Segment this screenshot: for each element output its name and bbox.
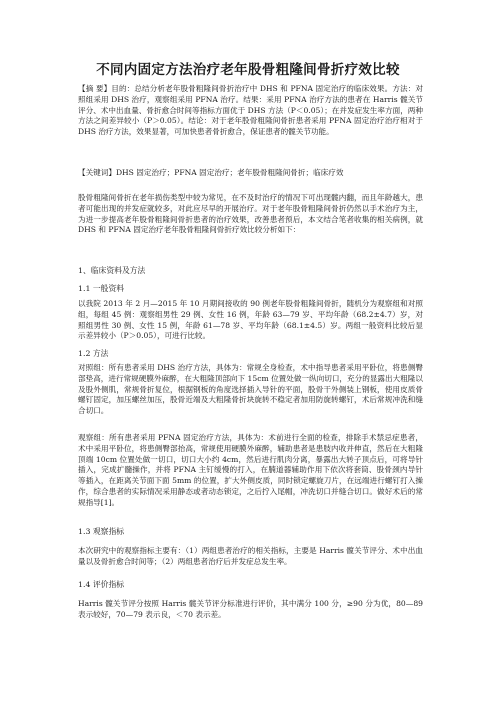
abstract-paragraph: 【摘 要】目的：总结分析老年股骨粗隆间骨折治疗中 DHS 和 PFNA 固定治疗的临床效果。方法：对照组采用 DHS 治疗，观察组采用 PFNA 治疗。结果：采用 PFNA 治疗方法的患者在 Harris 髋关节评分、术中出血量、骨折愈合时间等指标方面优于 DHS 方法（P＜0.05）；在并发症发生率方面，两种方法之间差异较小（P＞0.05）。结论：对于老年股骨粗隆间骨折患者采用 PFNA 固定治疗治疗相对于 DHS 治疗方法，效果显著，可加快患者骨折愈合，保证患者的髋关节功能。 xyxy=(78,84,423,137)
observation-group-paragraph: 观察组：所有患者采用 PFNA 固定治疗方法，具体为：术前进行全面的检查，排除手术禁忌症患者，术中采用平卧位，将患侧臀部抬高，常规使用硬膜外麻醉，辅助患者是患肢内收并伸直，然后在大粗隆顶端 10cm 位置处做一切口，切口大小约 4cm，然后进行肌肉分离，暴露出大转子顶点后，可将导针插入，完成扩髓操作，并将 PFNA 主钉缓慢的打入，在腩道器辅助作用下依次将套筒、股骨颈内导针等插入，在距离关节面下面 5mm 的位置，扩大外侧皮质，同时锁定螺旋刀片，在远端进行螺钉打入操作，综合患者的实际情况采用静态或者动态锁定，之后拧入尾帽，冲洗切口并缝合切口。做好术后的常规指导[1]。 xyxy=(78,433,423,507)
observation-indicators-paragraph: 本次研究中的观察指标主要有：（1）两组患者治疗的相关指标，主要是 Harris 髋关节评分、术中出血量以及骨折愈合时间等；（2）两组患者治疗后并发症总发生率。 xyxy=(78,546,423,566)
subsection-heading-methods: 1.2 方法 xyxy=(78,349,109,358)
section-heading-clinical-data: 1、临床资料及方法 xyxy=(78,266,146,275)
subsection-heading-evaluation-indicators: 1.4 评价指标 xyxy=(78,580,125,589)
subsection-heading-general-data: 1.1 一般资料 xyxy=(78,284,125,293)
evaluation-indicators-paragraph: Harris 髋关节评分按照 Harris 髋关节评分标准进行评价，其中满分 100 分，≥90 分为优，80—89 表示较好，70—79 表示良，＜70 表示差。 xyxy=(78,599,423,619)
intro-paragraph: 股骨粗隆间骨折在老年损伤类型中较为常见，在不及时治疗的情况下可出现髋内翻，而且年龄越大，患者可能出现的并发症就较多，对此应尽早的开展治疗。对于老年股骨粗隆间骨折仍然以手术治疗为主，为进一步提高老年股骨粗隆间骨折患者的治疗效果，改善患者预后，本文结合笔者收集的相关病例，就 DHS 和 PFNA 固定治疗老年股骨粗隆间骨折疗效比较分析如下： xyxy=(78,193,423,235)
general-data-paragraph: 以我院 2013 年 2 月—2015 年 10 月期间接收的 90 例老年股骨粗隆间骨折，随机分为观察组和对照组，每组 45 例：观察组男性 29 例、女性 16 例，年龄 63—79 岁、平均年龄（68.2±4.7）岁，对照组男性 30 例、女性 15 例，年龄 61—78 岁、平均年龄（68.1±4.5）岁。两组一般资料比较后显示差异较小（P＞0.05），可进行比较。 xyxy=(78,299,423,341)
document-title: 不同内固定方法治疗老年股骨粗隆间骨折疗效比较 xyxy=(96,62,400,78)
subsection-heading-observation-indicators: 1.3 观察指标 xyxy=(78,527,125,536)
keywords-paragraph: 【关键词】DHS 固定治疗；PFNA 固定治疗；老年股骨粗隆间骨折；临床疗效 xyxy=(78,168,344,177)
control-group-paragraph: 对照组：所有患者采用 DHS 治疗方法，具体为：常规全身检查，术中指导患者采用平卧位，将患侧臀部垫高，进行常规硬膜外麻醉，在大粗隆顶部向下 15cm 位置处做一纵向切口，充分的显露出大粗隆以及股外侧肌，常规骨折复位，根据钢板的角度选择插入导针的平面，股骨干外侧装上钢板，使用皮质骨螺钉固定，加压螺丝加压，股骨近端及大粗隆骨折块旋转不稳定者加用防旋转螺钉，术后常规冲洗和缝合切口。 xyxy=(78,363,423,416)
